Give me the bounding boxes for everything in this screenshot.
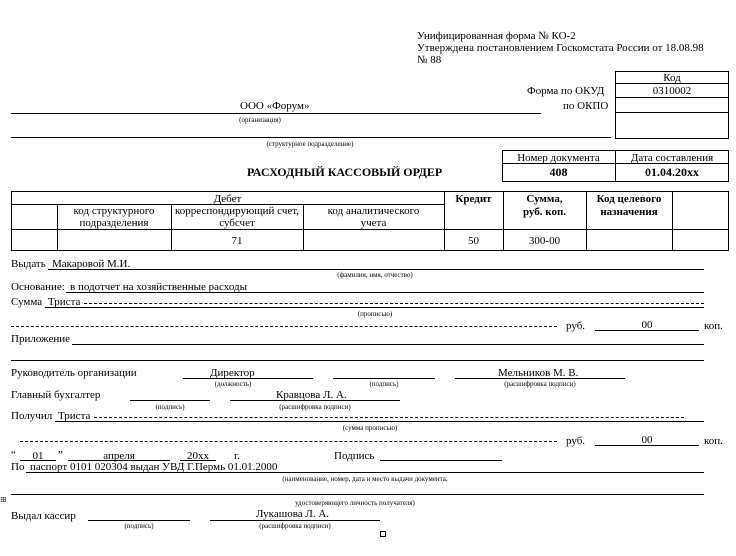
kassir-podpis-caption: (подпись) (124, 522, 154, 530)
glbuh-rassh-caption: (расшифровка подписи) (279, 403, 351, 411)
form-approval-line: Утверждена постановлением Госкомстата России от 18.08.98 (417, 42, 704, 54)
date-g: г. (234, 450, 241, 462)
kop-value-2: 00 (641, 434, 653, 446)
glbuh-podpis-caption: (подпись) (155, 403, 185, 411)
head-label: Руководитель организации (11, 367, 137, 379)
debet-header: Дебет (213, 193, 242, 205)
okpo-label: по ОКПО (563, 100, 609, 112)
head-name: Мельников М. В. (498, 367, 579, 379)
row-sum-value: 300-00 (528, 235, 561, 247)
date-open-quote: “ (11, 449, 16, 461)
anchor-icon: ⊞ (0, 495, 7, 504)
osnovanie-value: в подотчет на хозяйственные расходы (70, 281, 248, 293)
kassir-name: Лукашова Л. А. (256, 508, 330, 520)
date-month: апреля (103, 450, 135, 462)
summa-label: Сумма (11, 296, 43, 308)
vydat-value: Макаровой М.И. (52, 258, 131, 270)
glbuh-name: Кравцова Л. А. (276, 389, 347, 401)
org-name: ООО «Форум» (240, 100, 310, 112)
kassir-label: Выдал кассир (11, 510, 76, 522)
row-kredit-value: 50 (468, 235, 479, 247)
doc-number-label: Номер документа (517, 152, 600, 164)
org-caption: (организация) (239, 116, 281, 124)
form-code-line: Унифицированная форма № КО-2 (417, 30, 576, 42)
fio-caption: (фамилия, имя, отчество) (337, 271, 413, 279)
col-kredit-header: Кредит (455, 193, 492, 205)
kop-label-2: коп. (704, 435, 723, 447)
summa-propis-caption: (сумма прописью) (342, 424, 398, 432)
doc-date-label: Дата составления (630, 152, 714, 164)
doc-caption: (наименование, номер, дата и место выдачи документа, (282, 475, 448, 483)
date-year: 20хх (187, 450, 209, 462)
kop-label: коп. (704, 320, 723, 332)
kop-value: 00 (641, 319, 653, 331)
col-corr-header: корреспондирующий счет, субсчет (175, 205, 299, 230)
col-analit-header: код аналитического учета (327, 205, 420, 230)
head-position: Директор (210, 367, 255, 379)
podpis-label: Подпись (334, 450, 375, 462)
summa-value: Триста (48, 296, 81, 308)
row-corr-value: 71 (231, 235, 243, 247)
okud-value: 0310002 (652, 85, 692, 97)
head-podpis-caption: (подпись) (369, 380, 399, 388)
head-rassh-caption: (расшифровка подписи) (504, 380, 576, 388)
form-number-line: № 88 (417, 54, 442, 66)
po-label: По (11, 461, 25, 473)
rub-label-2: руб. (566, 435, 586, 447)
poluchil-label: Получил (11, 410, 53, 422)
resize-handle[interactable] (380, 531, 386, 537)
subdiv-caption: (структурное подразделение) (266, 140, 354, 148)
col-struct-header: код структурного подразделения (73, 205, 155, 230)
document-title: РАСХОДНЫЙ КАССОВЫЙ ОРДЕР (247, 165, 443, 179)
doc-number-value: 408 (549, 165, 568, 179)
doc-caption-2: удостоверяющего личность получателя) (295, 499, 415, 507)
col-target-header: Код целевого назначения (596, 193, 662, 219)
okud-label: Форма по ОКУД (527, 85, 605, 97)
date-close-quote: ” (58, 449, 63, 461)
osnovanie-label: Основание: (11, 281, 65, 293)
propis-caption: (прописью) (357, 310, 393, 318)
col-sum-header: Сумма, руб. коп. (522, 193, 567, 219)
date-day: 01 (32, 450, 44, 462)
rub-label: руб. (566, 320, 586, 332)
glbuh-label: Главный бухгалтер (11, 389, 101, 401)
vydat-label: Выдать (11, 258, 46, 270)
kassir-rassh-caption: (расшифровка подписи) (259, 522, 331, 530)
doc-date-value: 01.04.20хх (645, 165, 699, 179)
kod-header: Код (663, 72, 681, 84)
po-value: паспорт 0101 020304 выдан УВД Г.Пермь 01.01.2000 (30, 461, 278, 473)
prilozhenie-label: Приложение (11, 333, 71, 345)
poluchil-value: Триста (58, 410, 91, 422)
head-dolzh-caption: (должность) (214, 380, 252, 388)
